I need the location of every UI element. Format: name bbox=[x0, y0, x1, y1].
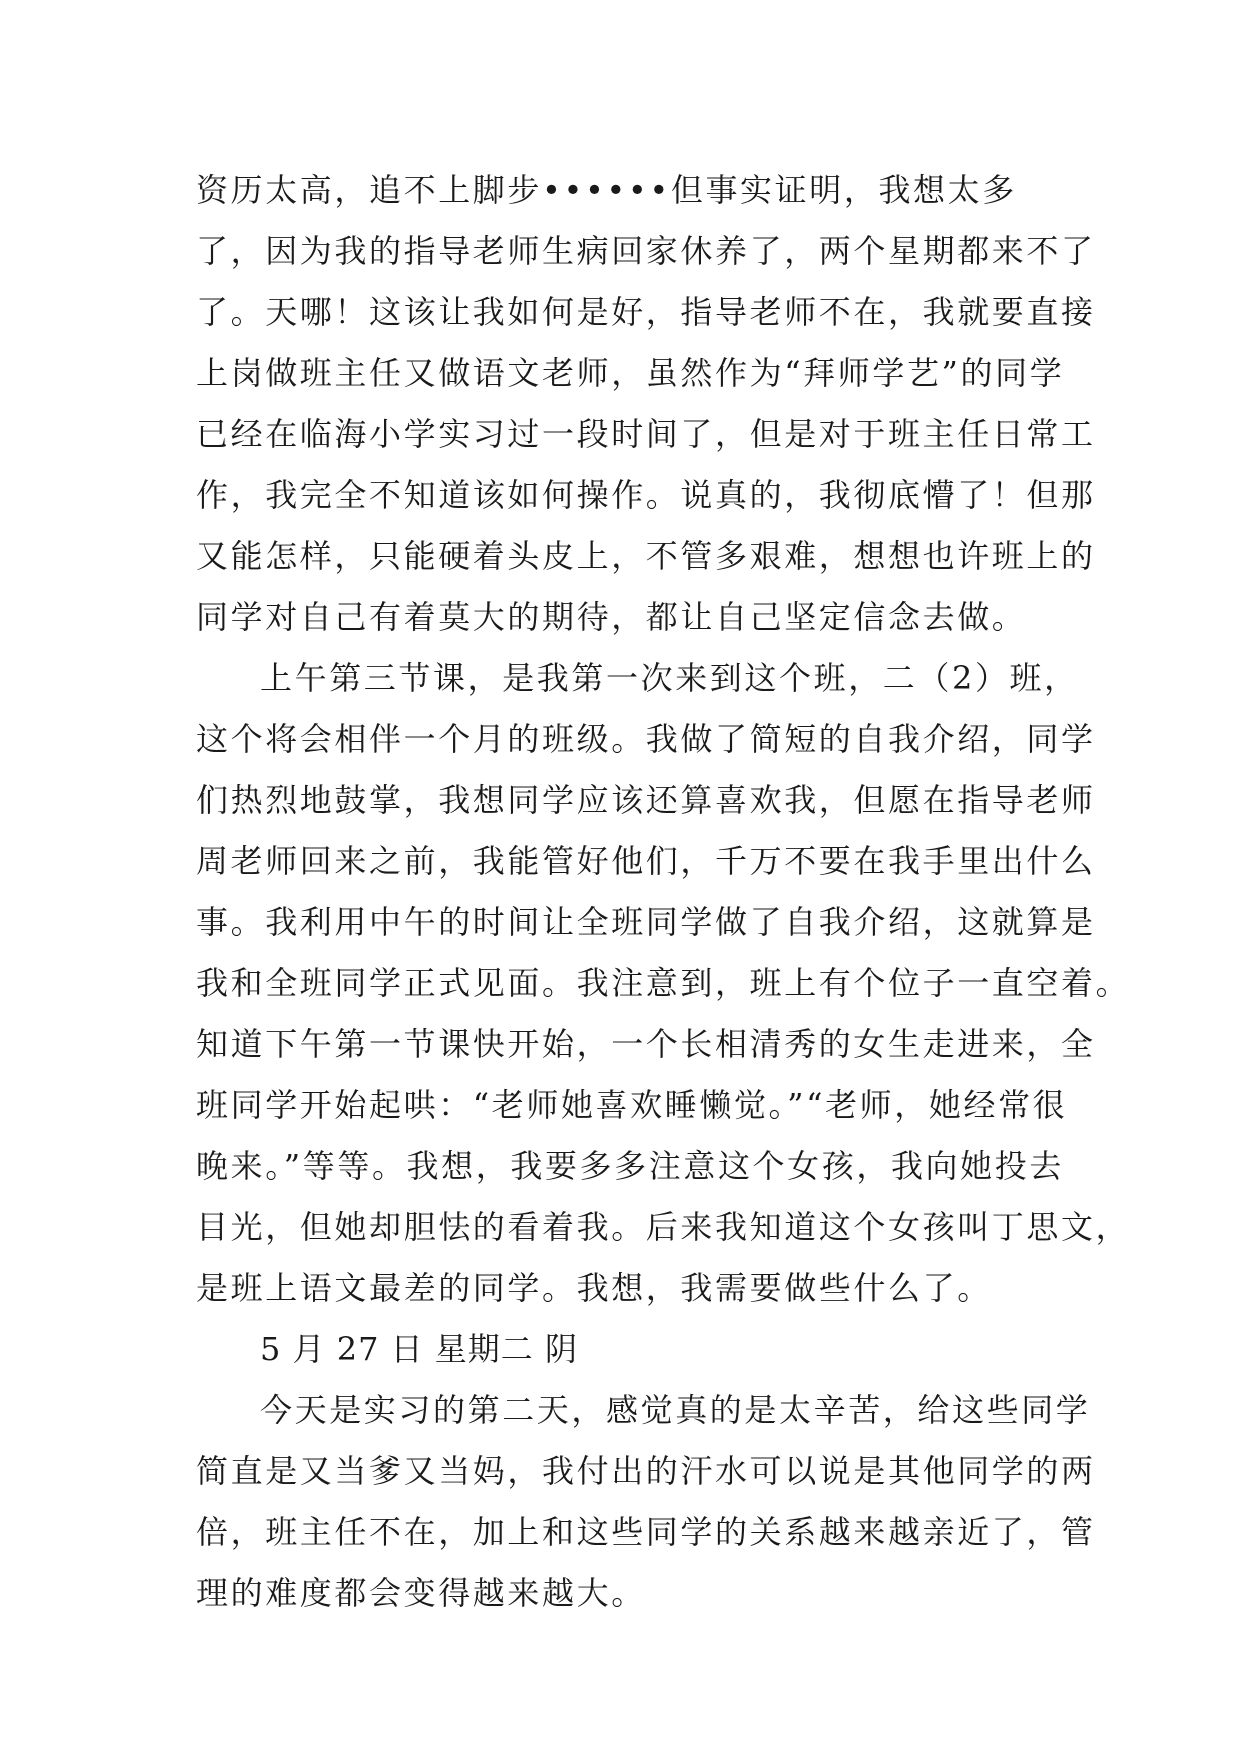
document-body bbox=[196, 160, 1131, 1624]
diary-date-heading: 5 月 27 日 星期二 阴 bbox=[260, 1330, 578, 1368]
text-line: 作，我完全不知道该如何操作。说真的，我彻底懵了！但那 bbox=[196, 476, 1096, 514]
text-line: 们热烈地鼓掌，我想同学应该还算喜欢我，但愿在指导老师 bbox=[196, 781, 1096, 819]
text-line: 是班上语文最差的同学。我想，我需要做些什么了。 bbox=[196, 1269, 992, 1307]
text-line: 倍，班主任不在，加上和这些同学的关系越来越亲近了，管 bbox=[196, 1513, 1096, 1551]
text-line: 同学对自己有着莫大的期待，都让自己坚定信念去做。 bbox=[196, 598, 1027, 636]
text-line: 又能怎样，只能硬着头皮上，不管多艰难，想想也许班上的 bbox=[196, 537, 1096, 575]
text-line: 已经在临海小学实习过一段时间了，但是对于班主任日常工 bbox=[196, 415, 1096, 453]
text-line: 了。天哪！这该让我如何是好，指导老师不在，我就要直接 bbox=[196, 293, 1096, 331]
paragraph-first-line: 今天是实习的第二天，感觉真的是太辛苦，给这些同学 bbox=[260, 1391, 1091, 1429]
text-line: 目光，但她却胆怯的看着我。后来我知道这个女孩叫丁思文， bbox=[196, 1208, 1131, 1246]
paragraph-first-line: 上午第三节课，是我第一次来到这个班，二（2）班， bbox=[260, 659, 1079, 697]
text-line: 班同学开始起哄：“老师她喜欢睡懒觉。”“老师，她经常很 bbox=[196, 1086, 1068, 1124]
text-line: 资历太高，追不上脚步••••••但事实证明，我想太多 bbox=[196, 171, 1017, 209]
text-line: 简直是又当爹又当妈，我付出的汗水可以说是其他同学的两 bbox=[196, 1452, 1096, 1490]
text-line: 晚来。”等等。我想，我要多多注意这个女孩，我向她投去 bbox=[196, 1147, 1064, 1185]
text-line: 上岗做班主任又做语文老师，虽然作为“拜师学艺”的同学 bbox=[196, 354, 1065, 392]
text-line: 这个将会相伴一个月的班级。我做了简短的自我介绍，同学 bbox=[196, 720, 1096, 758]
text-line: 周老师回来之前，我能管好他们，千万不要在我手里出什么 bbox=[196, 842, 1096, 880]
text-line: 事。我利用中午的时间让全班同学做了自我介绍，这就算是 bbox=[196, 903, 1096, 941]
text-line: 了，因为我的指导老师生病回家休养了，两个星期都来不了 bbox=[196, 232, 1096, 270]
text-line: 知道下午第一节课快开始，一个长相清秀的女生走进来，全 bbox=[196, 1025, 1096, 1063]
text-line: 理的难度都会变得越来越大。 bbox=[196, 1574, 646, 1612]
text-line: 我和全班同学正式见面。我注意到，班上有个位子一直空着。 bbox=[196, 964, 1131, 1002]
